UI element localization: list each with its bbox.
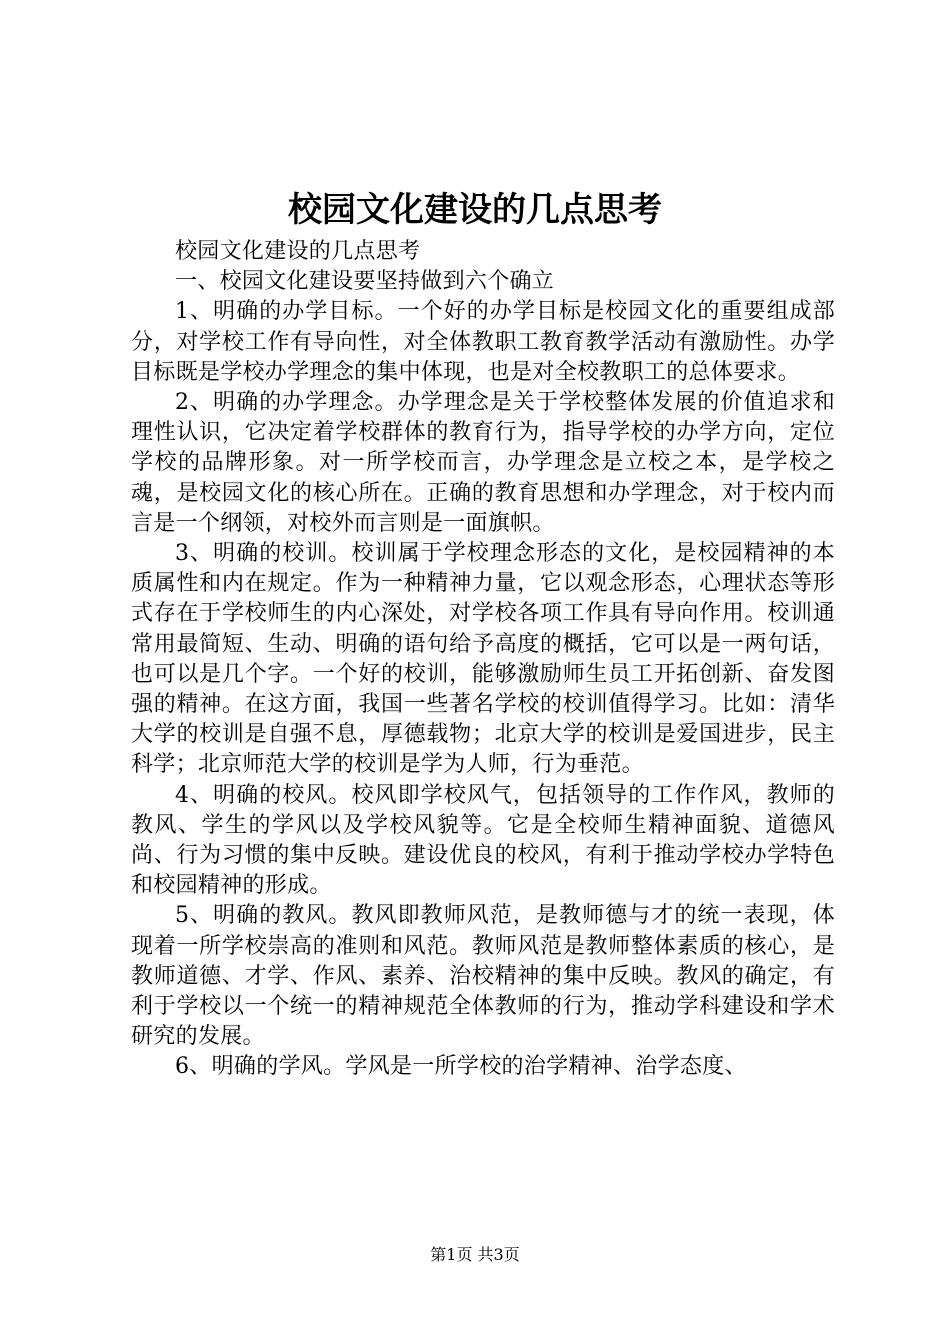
- paragraph-study-style: 6、明确的学风。学风是一所学校的治学精神、治学态度、: [175, 1054, 747, 1080]
- document-body: [131, 237, 835, 1083]
- paragraph-school-spirit: 4、明确的校风。校风即学校风气，包括领导的工作作风，教师的教风、学生的学风以及学校风貌等。它是全校师生精神面貌、道德风尚、行为习惯的集中反映。建设优良的校风，有利于推动学校办学特色和校园精神的形成。: [131, 782, 835, 899]
- document-title: 校园文化建设的几点思考: [288, 190, 662, 230]
- page-footer: 第1页 共3页: [430, 1245, 520, 1264]
- paragraph-section-heading: 一、校园文化建设要坚持做到六个确立: [175, 269, 555, 295]
- paragraph-teaching-style: 5、明确的教风。教风即教师风范，是教师德与才的统一表现，体现着一所学校崇高的准则和风范。教师风范是教师整体素质的核心，是教师道德、才学、作风、素养、治校精神的集中反映。教风的确定，有利于学校以一个统一的精神规范全体教师的行为，推动学科建设和学术研究的发展。: [131, 903, 835, 1050]
- paragraph-school-philosophy: 2、明确的办学理念。办学理念是关于学校整体发展的价值追求和理性认识，它决定着学校群体的教育行为，指导学校的办学方向，定位学校的品牌形象。对一所学校而言，办学理念是立校之本，是学校之魂，是校园文化的核心所在。正确的教育思想和办学理念，对于校内而言是一个纲领，对校外而言则是一面旗帜。: [131, 390, 835, 536]
- paragraph-subtitle: 校园文化建设的几点思考: [175, 239, 421, 264]
- paragraph-school-motto: 3、明确的校训。校训属于学校理念形态的文化，是校园精神的本质属性和内在规定。作为一种精神力量，它以观念形态，心理状态等形式存在于学校师生的内心深处，对学校各项工作具有导向作用。校训通常用最简短、生动、明确的语句给予高度的概括，它可以是一两句话，也可以是几个字。一个好的校训，能够激励师生员工开拓创新、奋发图强的精神。在这方面，我国一些著名学校的校训值得学习。比如：清华大学的校训是自强不息，厚德载物；北京大学的校训是爱国进步，民主科学；北京师范大学的校训是学为人师，行为垂范。: [131, 541, 835, 778]
- paragraph-school-goal: 1、明确的办学目标。一个好的办学目标是校园文化的重要组成部分，对学校工作有导向性，对全体教职工教育教学活动有激励性。办学目标既是学校办学理念的集中体现，也是对全校教职工的总体要求。: [131, 299, 835, 385]
